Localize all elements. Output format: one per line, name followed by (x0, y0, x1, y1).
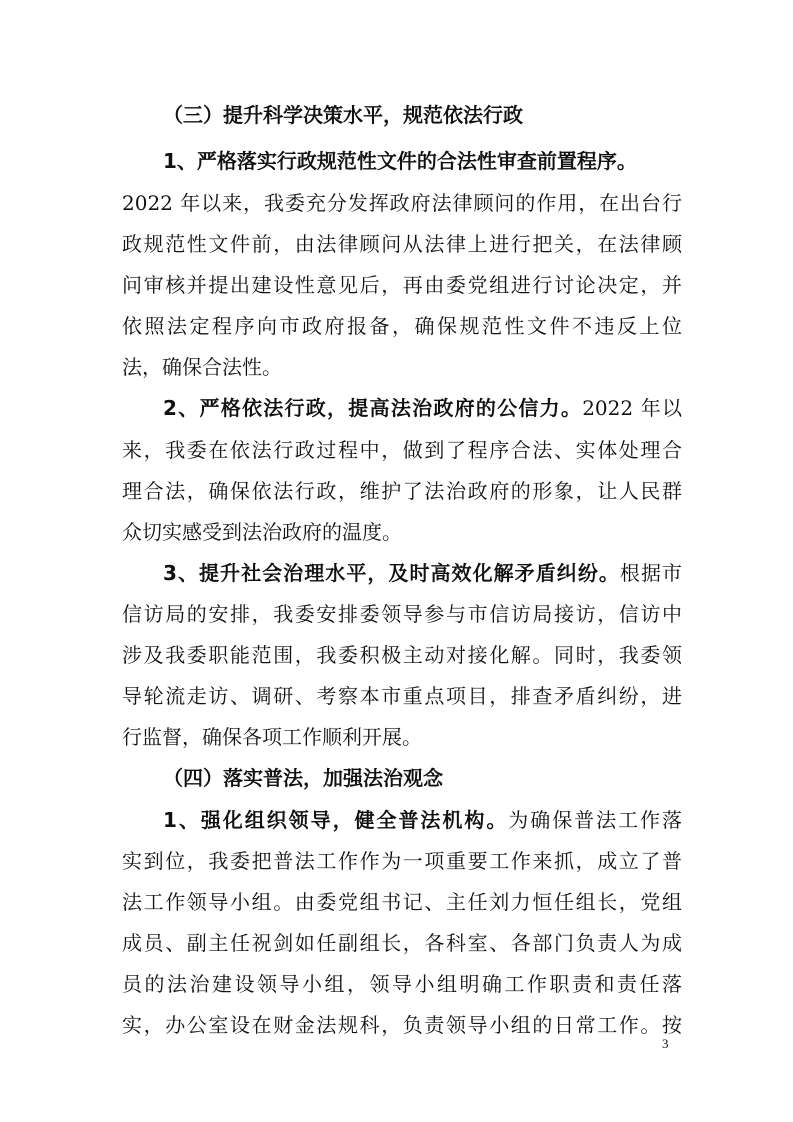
item-title-4-1: 1、强化组织领导，健全普法机构。 (163, 808, 509, 832)
item-first-line-3-3 (163, 559, 682, 587)
paragraph-line: 导轮流走访、调研、考察本市重点项目，排查矛盾纠纷，进 (122, 684, 682, 708)
item-first-line-3-2 (163, 394, 682, 422)
item-title-3-1: 1、严格落实行政规范性文件的合法性审查前置程序。 (163, 149, 637, 173)
paragraph-line: 行监督，确保各项工作顺利开展。 (122, 725, 422, 749)
paragraph-line: 众切实感受到法治政府的温度。 (122, 520, 402, 544)
paragraph-line: 来，我委在依法行政过程中，做到了程序合法、实体处理合 (122, 438, 682, 462)
item-lead-text: 2022 年以 (582, 396, 682, 420)
paragraph-line: 政规范性文件前，由法律顾问从法律上进行把关，在法律顾 (122, 232, 682, 256)
item-lead-text: 为确保普法工作落 (508, 808, 683, 832)
paragraph-line: 实，办公室设在财金法规科，负责领导小组的日常工作。按 (122, 1013, 682, 1037)
paragraph-line: 理合法，确保依法行政，维护了法治政府的形象，让人民群 (122, 479, 682, 503)
paragraph-line: 法工作领导小组。由委党组书记、主任刘力恒任组长，党组 (122, 890, 682, 914)
paragraph-line: 2022 年以来，我委充分发挥政府法律顾问的作用，在出台行 (122, 191, 682, 215)
paragraph-line: 实到位，我委把普法工作作为一项重要工作来抓，成立了普 (122, 849, 682, 873)
paragraph-line: 法，确保合法性。 (122, 355, 282, 379)
item-title-3-3: 3、提升社会治理水平，及时高效化解矛盾纠纷。 (163, 561, 620, 585)
item-title-3-2: 2、严格依法行政，提高法治政府的公信力。 (163, 396, 583, 420)
item-first-line-4-1 (163, 806, 682, 834)
paragraph-line: 员的法治建设领导小组，领导小组明确工作职责和责任落 (122, 972, 682, 996)
paragraph-line: 问审核并提出建设性意见后，再由委党组进行讨论决定，并 (122, 273, 682, 297)
paragraph-line: 信访局的安排，我委安排委领导参与市信访局接访，信访中 (122, 602, 682, 626)
paragraph-line: 涉及我委职能范围，我委积极主动对接化解。同时，我委领 (122, 643, 682, 667)
page-number: 3 (662, 1036, 669, 1051)
paragraph-line: 成员、副主任祝剑如任副组长，各科室、各部门负责人为成 (122, 931, 682, 955)
item-lead-text: 根据市 (619, 561, 682, 585)
section-heading-4: （四）落实普法，加强法治观念 (163, 766, 443, 790)
paragraph-line: 依照法定程序向市政府报备，确保规范性文件不违反上位 (122, 314, 682, 338)
section-heading-3: （三）提升科学决策水平，规范依法行政 (163, 103, 523, 127)
